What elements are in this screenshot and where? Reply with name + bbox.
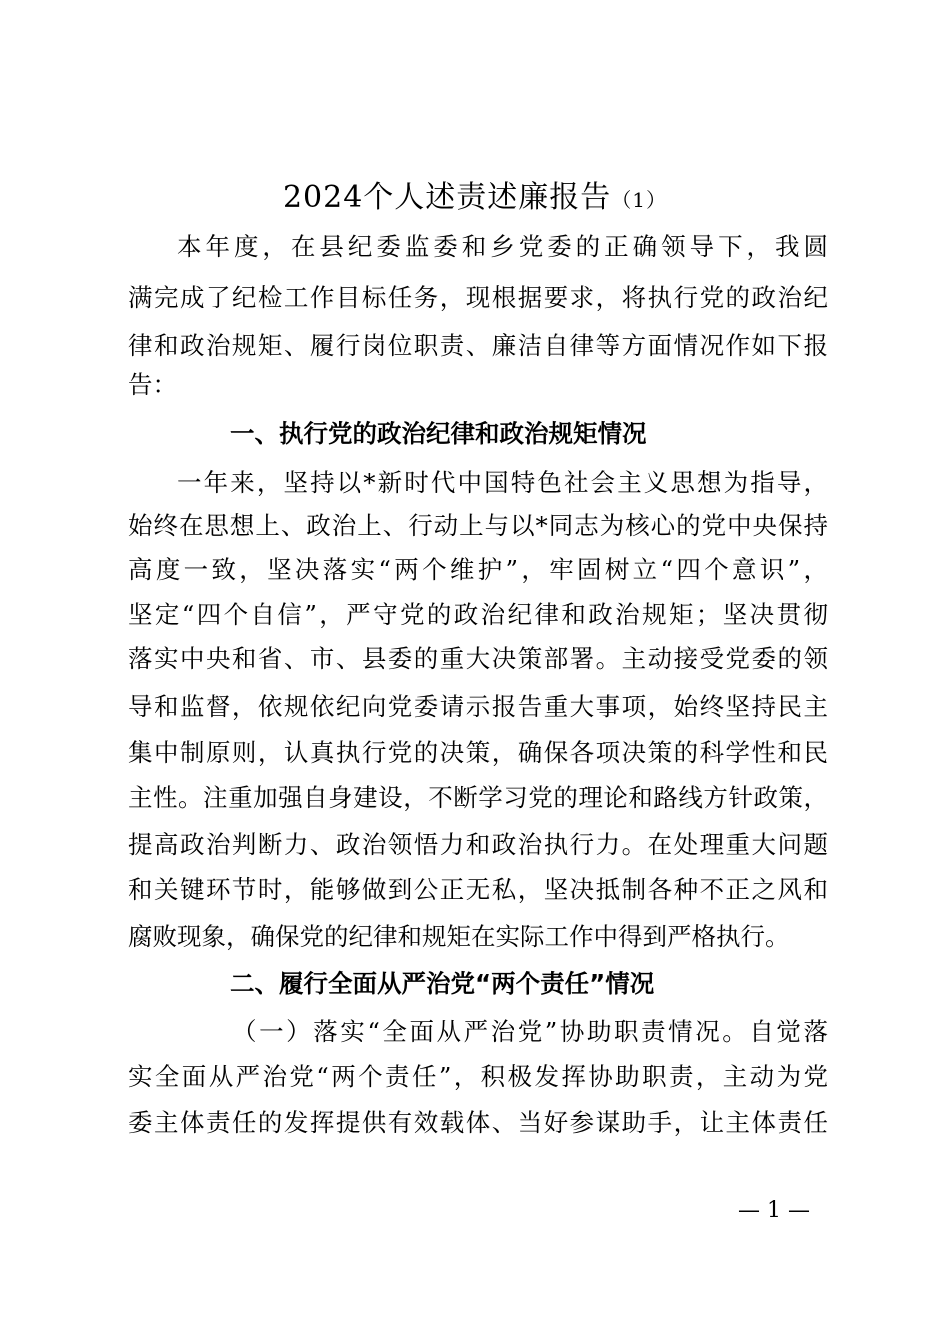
section-1-line: 始终在思想上、政治上、行动上与以*同志为核心的党中央保持 (128, 511, 828, 540)
intro-line: 告： (128, 370, 177, 399)
title-suffix: （1） (611, 188, 668, 212)
section-2-line: 实全面从严治党“两个责任”，积极发挥协助职责，主动为党 (128, 1062, 828, 1091)
section-2-heading: 二、履行全面从严治党“两个责任”情况 (230, 969, 655, 998)
section-1-line: 坚定“四个自信”，严守党的政治纪律和政治规矩；坚决贯彻 (128, 600, 828, 629)
title-main: 2024个人述责述廉报告 (282, 180, 612, 215)
section-1-line: 一年来，坚持以*新时代中国特色社会主义思想为指导， (177, 468, 828, 497)
section-1-line: 集中制原则，认真执行党的决策，确保各项决策的科学性和民 (128, 738, 828, 767)
section-1-line: 高度一致，坚决落实“两个维护”，牢固树立“四个意识”， (128, 555, 828, 584)
section-1-line: 提高政治判断力、政治领悟力和政治执行力。在处理重大问题 (128, 830, 828, 859)
section-1-line: 主性。注重加强自身建设，不断学习党的理论和路线方针政策， (128, 783, 828, 812)
section-1-heading: 一、执行党的政治纪律和政治规矩情况 (230, 419, 647, 448)
page-title (0, 176, 950, 222)
section-1-line: 腐败现象，确保党的纪律和规矩在实际工作中得到严格执行。 (128, 922, 790, 951)
intro-line: 满完成了纪检工作目标任务，现根据要求，将执行党的政治纪 (128, 283, 828, 312)
page-number: — 1 — (738, 1198, 810, 1223)
intro-line: 律和政治规矩、履行岗位职责、廉洁自律等方面情况作如下报 (128, 331, 828, 360)
section-1-line: 导和监督，依规依纪向党委请示报告重大事项，始终坚持民主 (128, 692, 828, 721)
section-1-line: 和关键环节时，能够做到公正无私，坚决抵制各种不正之风和 (128, 875, 828, 904)
section-2-subheading-line: （一）落实“全面从严治党”协助职责情况。自觉落 (232, 1017, 828, 1046)
section-1-line: 落实中央和省、市、县委的重大决策部署。主动接受党委的领 (128, 644, 828, 673)
intro-line: 本年度，在县纪委监委和乡党委的正确领导下，我圆 (177, 232, 828, 261)
section-2-line: 委主体责任的发挥提供有效载体、当好参谋助手，让主体责任 (128, 1108, 828, 1137)
